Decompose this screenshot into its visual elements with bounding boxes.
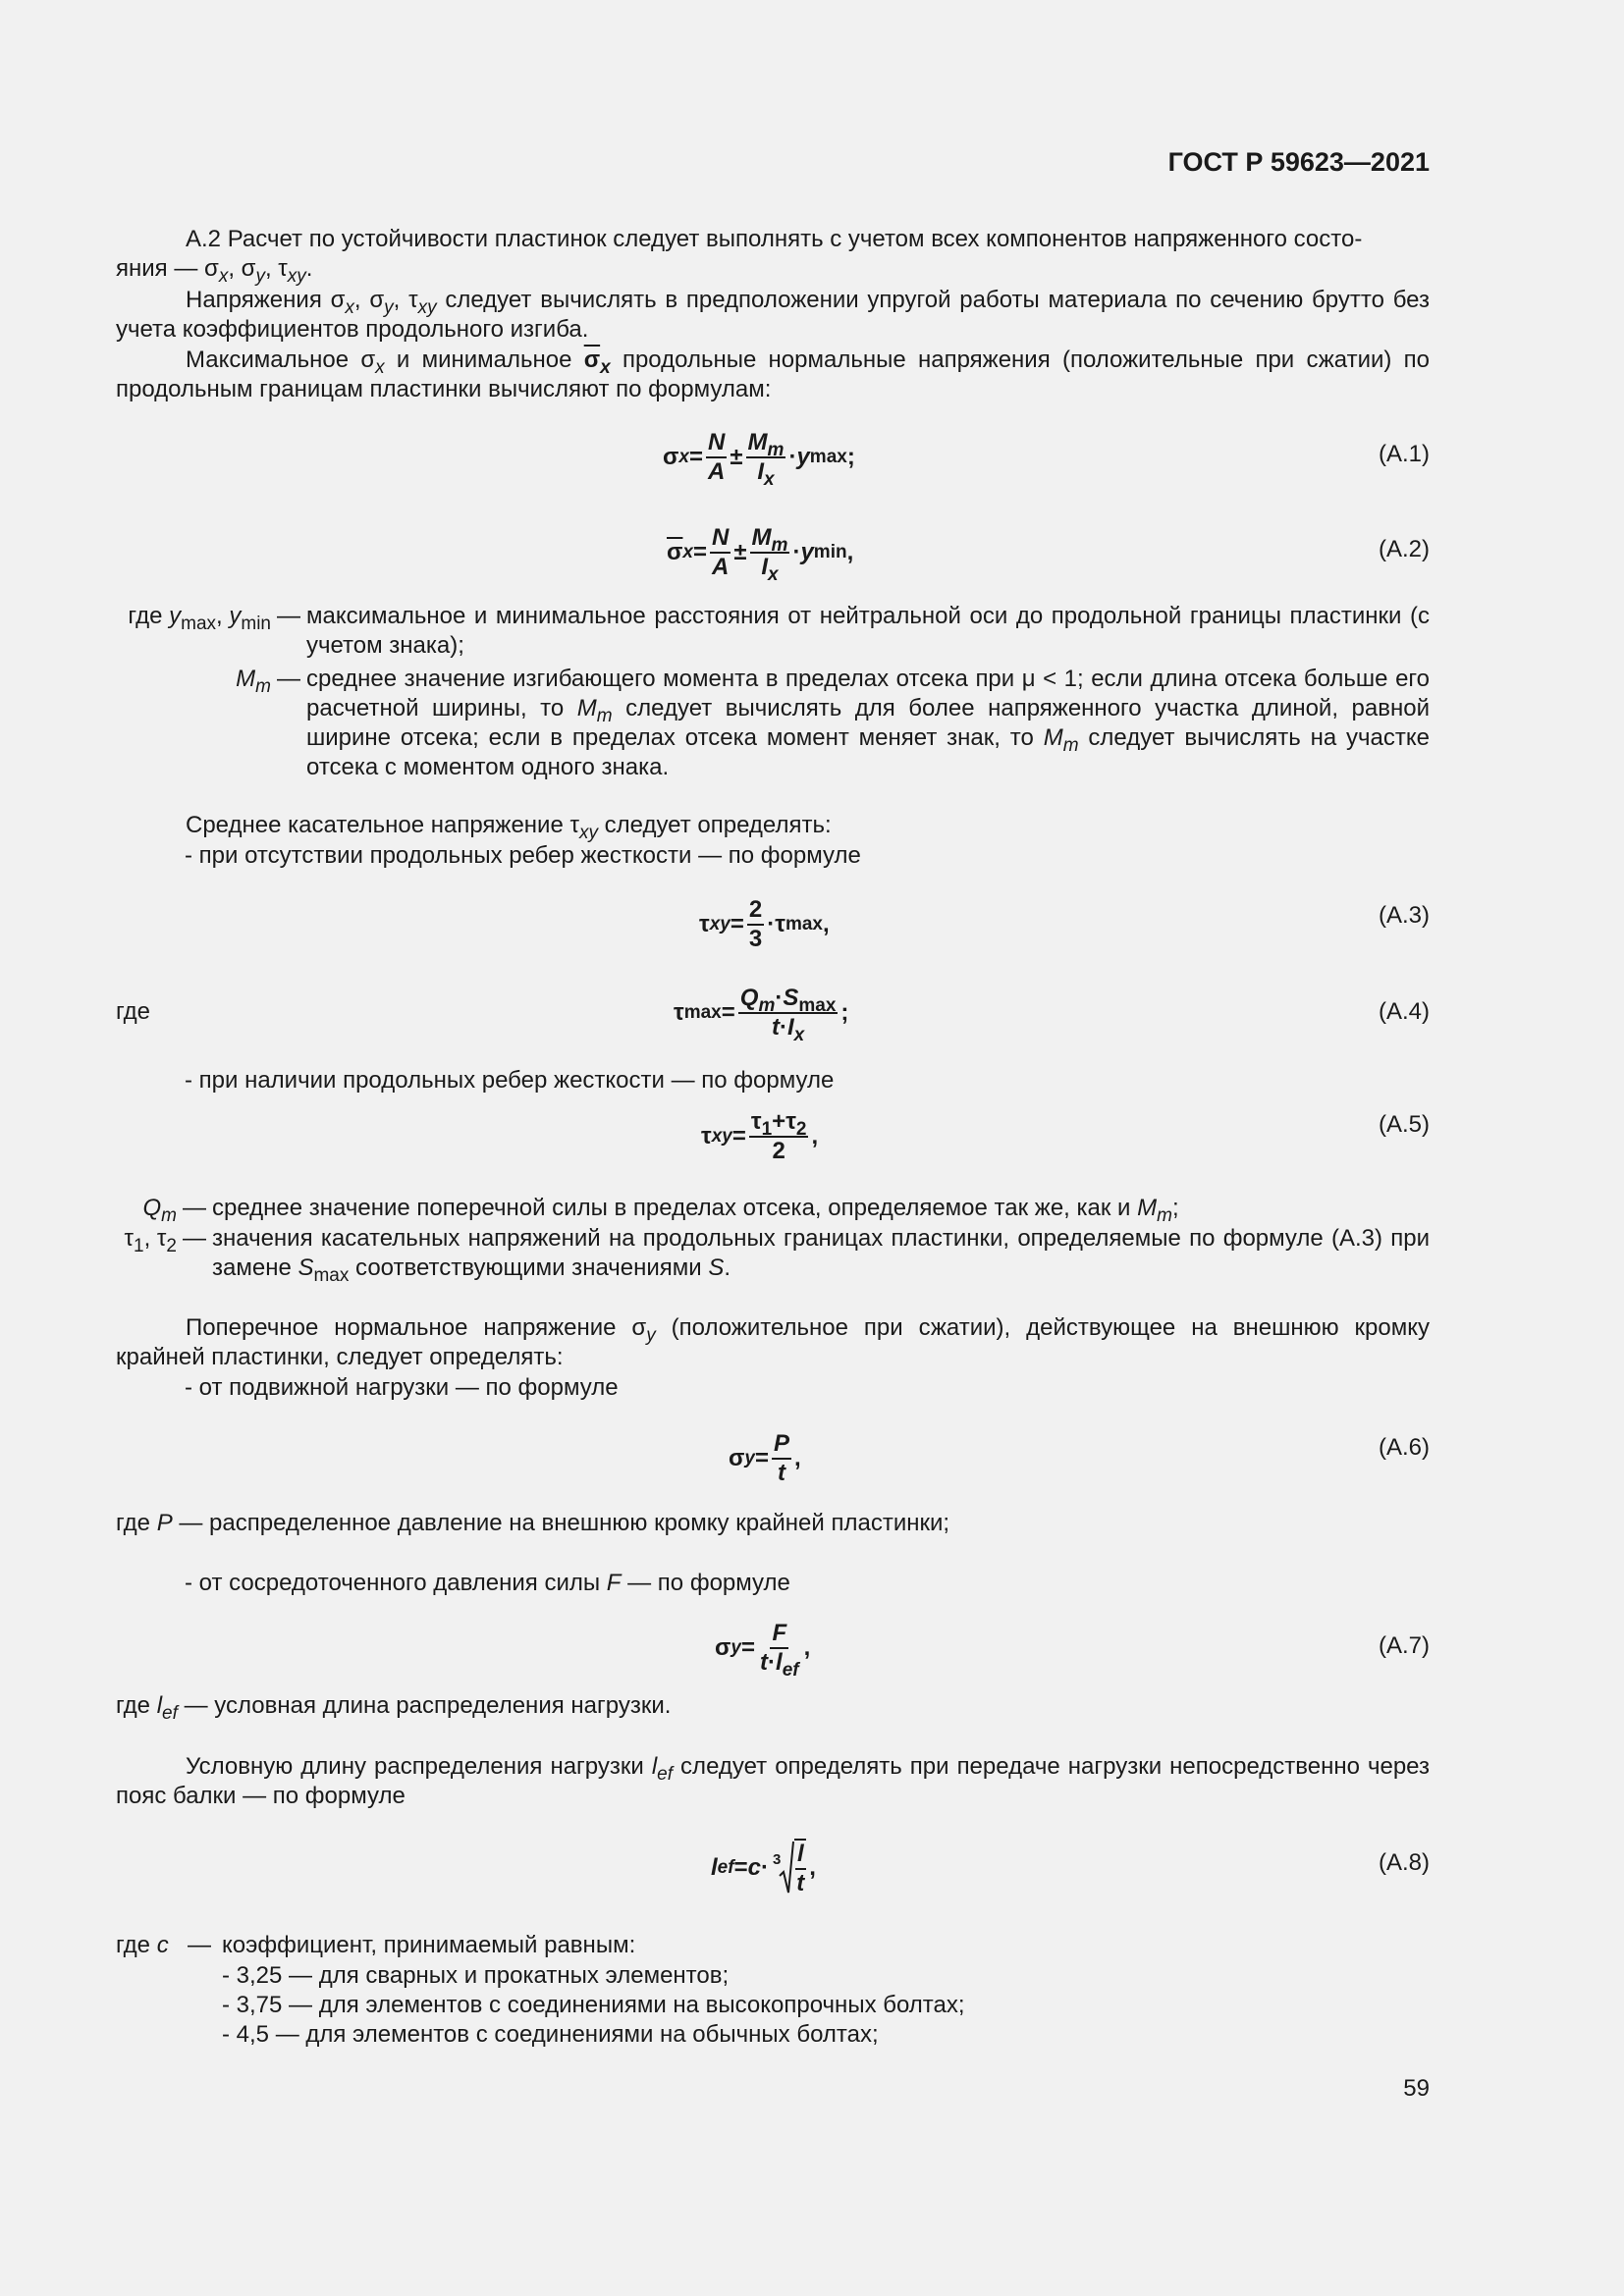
list-item: - 3,75 — для элементов с соединениями на высокопрочных болтах;: [222, 1992, 965, 2018]
formula-a4: τ max = $\frac{Q_m\cdot S_{max}}{t\cdot I_x}$ ;: [674, 985, 849, 1045]
formula-a3: τ xy = $\frac{2}{3}$ · τ max ,: [699, 896, 830, 952]
definition-c: где c — коэффициент, принимаемый равным:: [116, 1932, 636, 1958]
where-lef: где $l_{ef}$ — условная длина распределения нагрузки.: [116, 1692, 672, 1724]
where-p: где P — распределенное давление на внешнюю кромку крайней пластинки;: [116, 1510, 950, 1536]
definition-mm: $M_m$ — среднее значение изгибающего момента в пределах отсека при μ < 1; если длина отсека больше его расчетной ширины, то $M_m$ следует вычислять для более напряженного участка длиной, равной ширине отсека; если в пределах отсека момент меняет знак, то $M_m$ следует вычислять на участке отсека с моментом одного знака.: [236, 666, 1431, 780]
equation-number: (А.4): [1378, 998, 1430, 1025]
document-header: ГОСТ Р 59623—2021: [1167, 147, 1430, 177]
paragraph-tau: Среднее касательное напряжение $\tau_{xy}$ следует определять:: [186, 812, 832, 843]
list-item: - при отсутствии продольных ребер жесткости — по формуле: [185, 842, 861, 869]
equation-number: (А.8): [1378, 1849, 1430, 1876]
paragraph-max-min: Максимальное $\sigma_x$ и минимальное $\overline{\sigma}_x$ продольные нормальные напряжения (положительные при сжатии) по продольным границам пластинки вычисляют по формулам:: [116, 347, 1430, 402]
equation-number: (А.6): [1378, 1434, 1430, 1461]
definition-ymax-ymin: где $y_{max}$, $y_{min}$ — максимальное и минимальное расстояния от нейтральной оси до продольной границы пластинки (с учетом знака);: [128, 603, 1430, 659]
equation-number: (А.7): [1378, 1632, 1430, 1659]
paragraph-a2: [116, 225, 1430, 287]
list-item: - 3,25 — для сварных и прокатных элементов;: [222, 1962, 730, 1989]
equation-number: (А.3): [1378, 902, 1430, 929]
equation-number: (А.5): [1378, 1111, 1430, 1138]
page-number: 59: [1403, 2075, 1430, 2102]
definition-qm: $Q_m$ — среднее значение поперечной силы в пределах отсека, определяемое так же, как и $M_m$;: [142, 1195, 1179, 1226]
formula-a7: σ y = $\frac{F}{t\cdot l_{ef}}$ ,: [715, 1620, 811, 1681]
list-item: - 4,5 — для элементов с соединениями на обычных болтах;: [222, 2021, 879, 2048]
paragraph-sigma-y: Поперечное нормальное напряжение $\sigma_y$ (положительное при сжатии), действующее на внешнюю кромку крайней пластинки, следует определять:: [116, 1314, 1430, 1370]
formula-a5: τ xy = $\frac{\tau_1+\tau_2}{2}$ ,: [701, 1108, 819, 1164]
list-item: - при наличии продольных ребер жесткости — по формуле: [185, 1067, 835, 1094]
text-line: А.2 Расчет по устойчивости пластинок следует выполнять с учетом всех компонентов напряженного состо-: [186, 226, 1363, 252]
paragraph-lef: Условную длину распределения нагрузки $l_{ef}$ следует определять при передаче нагрузки непосредственно через пояс балки — по формуле: [116, 1753, 1431, 1809]
radical-sign-icon: [779, 1841, 794, 1896]
formula-a6: σ y = $\frac{P}{t}$ ,: [729, 1430, 801, 1486]
formula-a2: $\overline{\sigma}$ x = $\frac{N}{A}$ ± $\frac{M_m}{I_x}$ · y min ,: [667, 524, 854, 585]
text-line: яния — $\sigma_x$, $\sigma_y$, $\tau_{xy}$.: [116, 255, 313, 287]
equation-number: (А.2): [1378, 536, 1430, 562]
list-item: - от сосредоточенного давления силы F — по формуле: [185, 1570, 790, 1596]
where-label: где: [116, 998, 151, 1025]
coefficient-list: [222, 1961, 965, 2050]
paragraph-stresses: Напряжения $\sigma_x$, $\sigma_y$, $\tau_{xy}$ следует вычислять в предположении упругой работы материала по сечению брутто без учета коэффициентов продольного изгиба.: [116, 287, 1430, 343]
formula-a8: l ef = c · 3 $\frac{l}{t}$ ,: [711, 1841, 816, 1896]
list-item: - от подвижной нагрузки — по формуле: [185, 1374, 619, 1401]
definition-tau12: $\tau_1$, $\tau_2$ — значения касательных напряжений на продольных границах пластинки, определяемые по формуле (А.3) при замене $S_{max}$ соответствующими значениями S.: [124, 1225, 1430, 1286]
formula-a1: σ x = $\frac{N}{A}$ ± $\frac{M_m}{I_x}$ · y max ;: [663, 429, 855, 490]
cube-root: 3 $\frac{l}{t}$: [772, 1841, 805, 1896]
equation-number: (А.1): [1378, 441, 1430, 467]
